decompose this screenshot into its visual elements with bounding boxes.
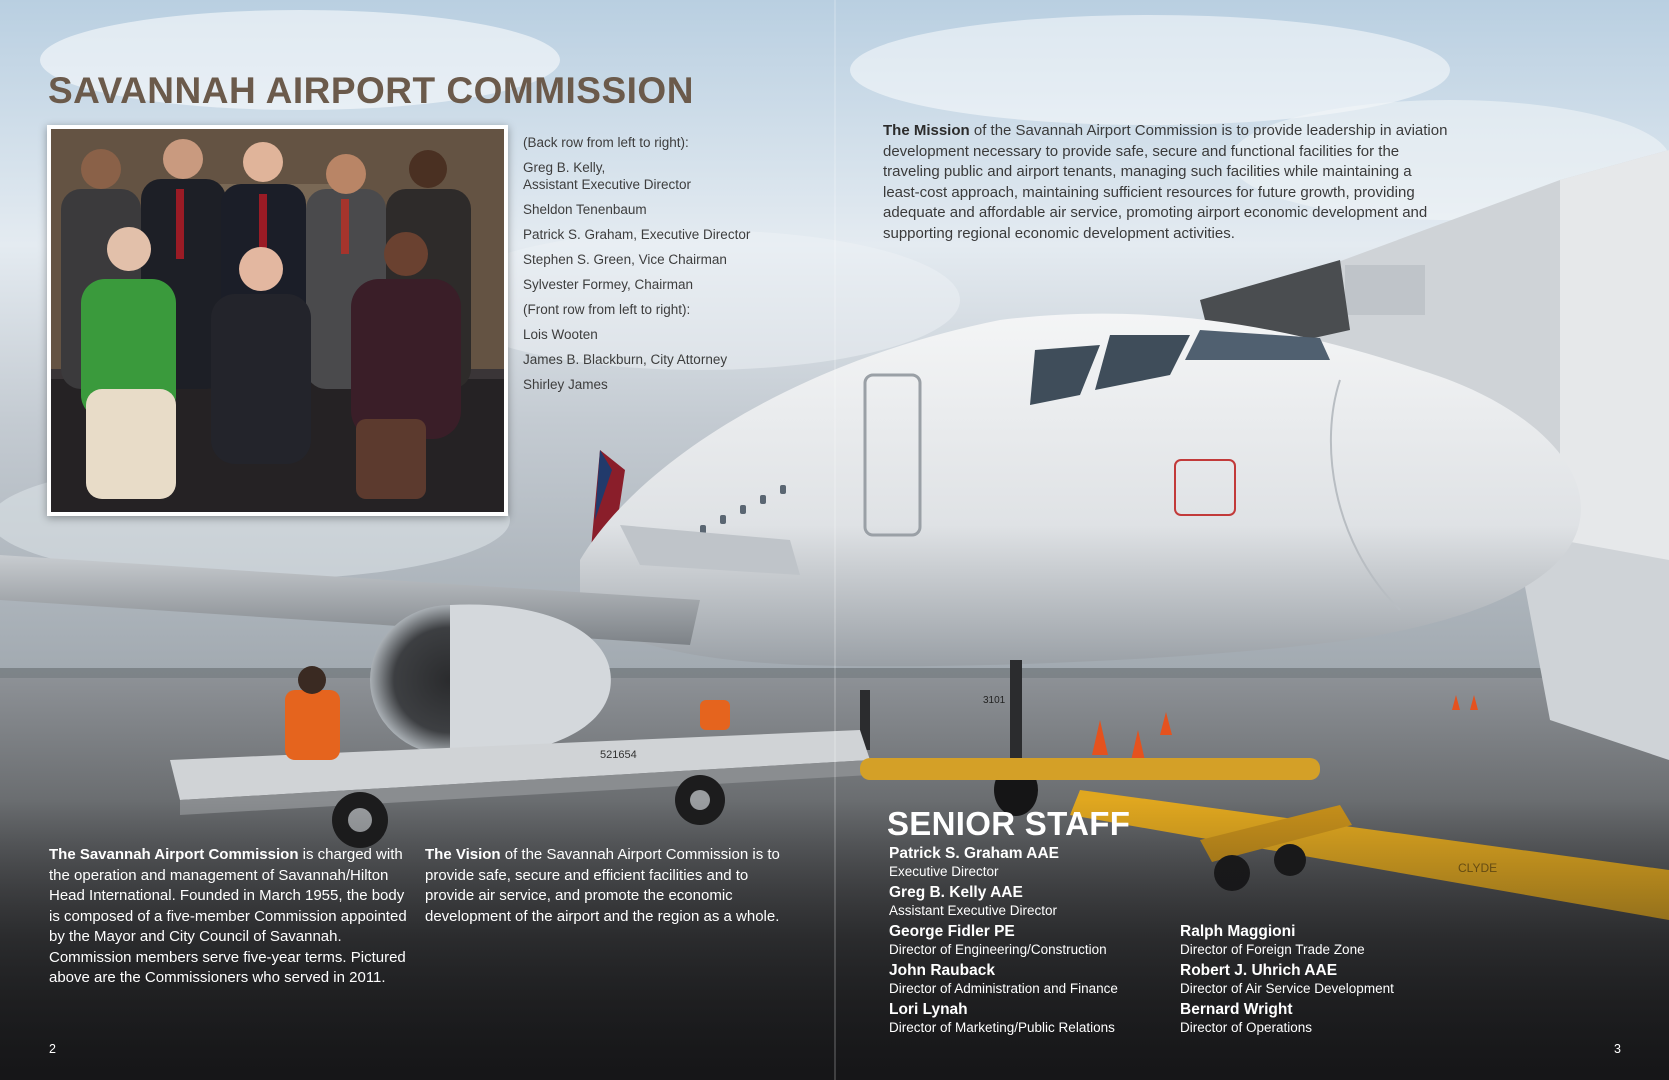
staff-role: Director of Engineering/Construction xyxy=(889,942,1107,957)
commissioners-photo xyxy=(47,125,508,516)
staff-name: John Rauback xyxy=(889,962,995,979)
about-commission-paragraph xyxy=(49,845,414,989)
senior-staff-title: SENIOR STAFF xyxy=(887,805,1131,842)
caption-name-blackburn: James B. Blackburn, City Attorney xyxy=(523,352,728,367)
baggage-cart-number: 521654 xyxy=(600,749,637,761)
caption-kelly-name: Greg B. Kelly, xyxy=(523,160,606,175)
vision-lead: The Vision xyxy=(425,846,501,863)
gear-number: 3101 xyxy=(983,695,1006,706)
staff-name: George Fidler PE xyxy=(889,923,1015,940)
staff-name: Bernard Wright xyxy=(1180,1001,1293,1018)
about-text: is charged with the operation and management of Savannah/Hilton Head International. Founded in March 1955, the body is composed of a five-member Commission appointed by the Mayor and City Council of Savannah. Commission members serve five-year terms. Pictured above are the Commissioners who served in 2011. xyxy=(49,846,407,986)
vision-paragraph xyxy=(425,845,785,927)
caption-name-wooten: Lois Wooten xyxy=(523,327,598,342)
staff-entry xyxy=(1180,962,1470,997)
caption-front-row-heading: (Front row from left to right): xyxy=(523,302,691,317)
staff-entry xyxy=(1180,923,1470,958)
staff-entry xyxy=(889,845,1179,880)
staff-name: Patrick S. Graham AAE xyxy=(889,845,1059,862)
staff-role: Director of Administration and Finance xyxy=(889,981,1118,996)
caption-name-formey: Sylvester Formey, Chairman xyxy=(523,277,694,292)
caption-name-graham: Patrick S. Graham, Executive Director xyxy=(523,227,751,242)
staff-role: Assistant Executive Director xyxy=(889,903,1058,918)
staff-entry xyxy=(889,1001,1179,1036)
staff-role: Director of Marketing/Public Relations xyxy=(889,1020,1115,1035)
staff-role: Executive Director xyxy=(889,864,999,879)
staff-name: Greg B. Kelly AAE xyxy=(889,884,1023,901)
staff-name: Robert J. Uhrich AAE xyxy=(1180,962,1338,979)
staff-role: Director of Air Service Development xyxy=(1180,981,1394,996)
vision-text: of the Savannah Airport Commission is to provide safe, secure and efficient facilities and to provide air service, and promote the economic development of the airport and the region as a whole. xyxy=(425,846,780,925)
page-number-left: 2 xyxy=(49,1042,56,1056)
caption-back-row-heading: (Back row from left to right): xyxy=(523,135,689,150)
mission-text: of the Savannah Airport Commission is to provide leadership in aviation development necessary to provide safe, secure and functional facilities for the traveling public and airport tenants, managing such facilities while maintaining a least-cost approach, maintaining sufficient resources for future growth, providing adequate and affordable air service, promoting airport economic development and supporting regional economic development activities. xyxy=(883,122,1448,242)
staff-entry xyxy=(889,962,1179,997)
caption-name-kelly xyxy=(523,159,823,193)
mission-lead: The Mission xyxy=(883,122,970,139)
staff-role: Director of Foreign Trade Zone xyxy=(1180,942,1365,957)
caption-name-james: Shirley James xyxy=(523,377,608,392)
caption-name-green: Stephen S. Green, Vice Chairman xyxy=(523,252,727,267)
commissioners-group-image xyxy=(51,129,504,512)
mission-statement xyxy=(883,121,1451,244)
staff-name: Lori Lynah xyxy=(889,1001,968,1018)
page-number-right: 3 xyxy=(1614,1042,1621,1056)
page-fold xyxy=(834,0,836,1080)
caption-kelly-title: Assistant Executive Director xyxy=(523,177,692,192)
staff-name: Ralph Maggioni xyxy=(1180,923,1296,940)
photo-caption xyxy=(523,134,823,401)
page-title: SAVANNAH AIRPORT COMMISSION xyxy=(48,70,694,111)
staff-entry xyxy=(889,884,1179,919)
staff-entry xyxy=(1180,1001,1470,1036)
about-lead: The Savannah Airport Commission xyxy=(49,846,299,863)
caption-name-tenenbaum: Sheldon Tenenbaum xyxy=(523,202,647,217)
staff-role: Director of Operations xyxy=(1180,1020,1313,1035)
staff-entry xyxy=(889,923,1179,958)
